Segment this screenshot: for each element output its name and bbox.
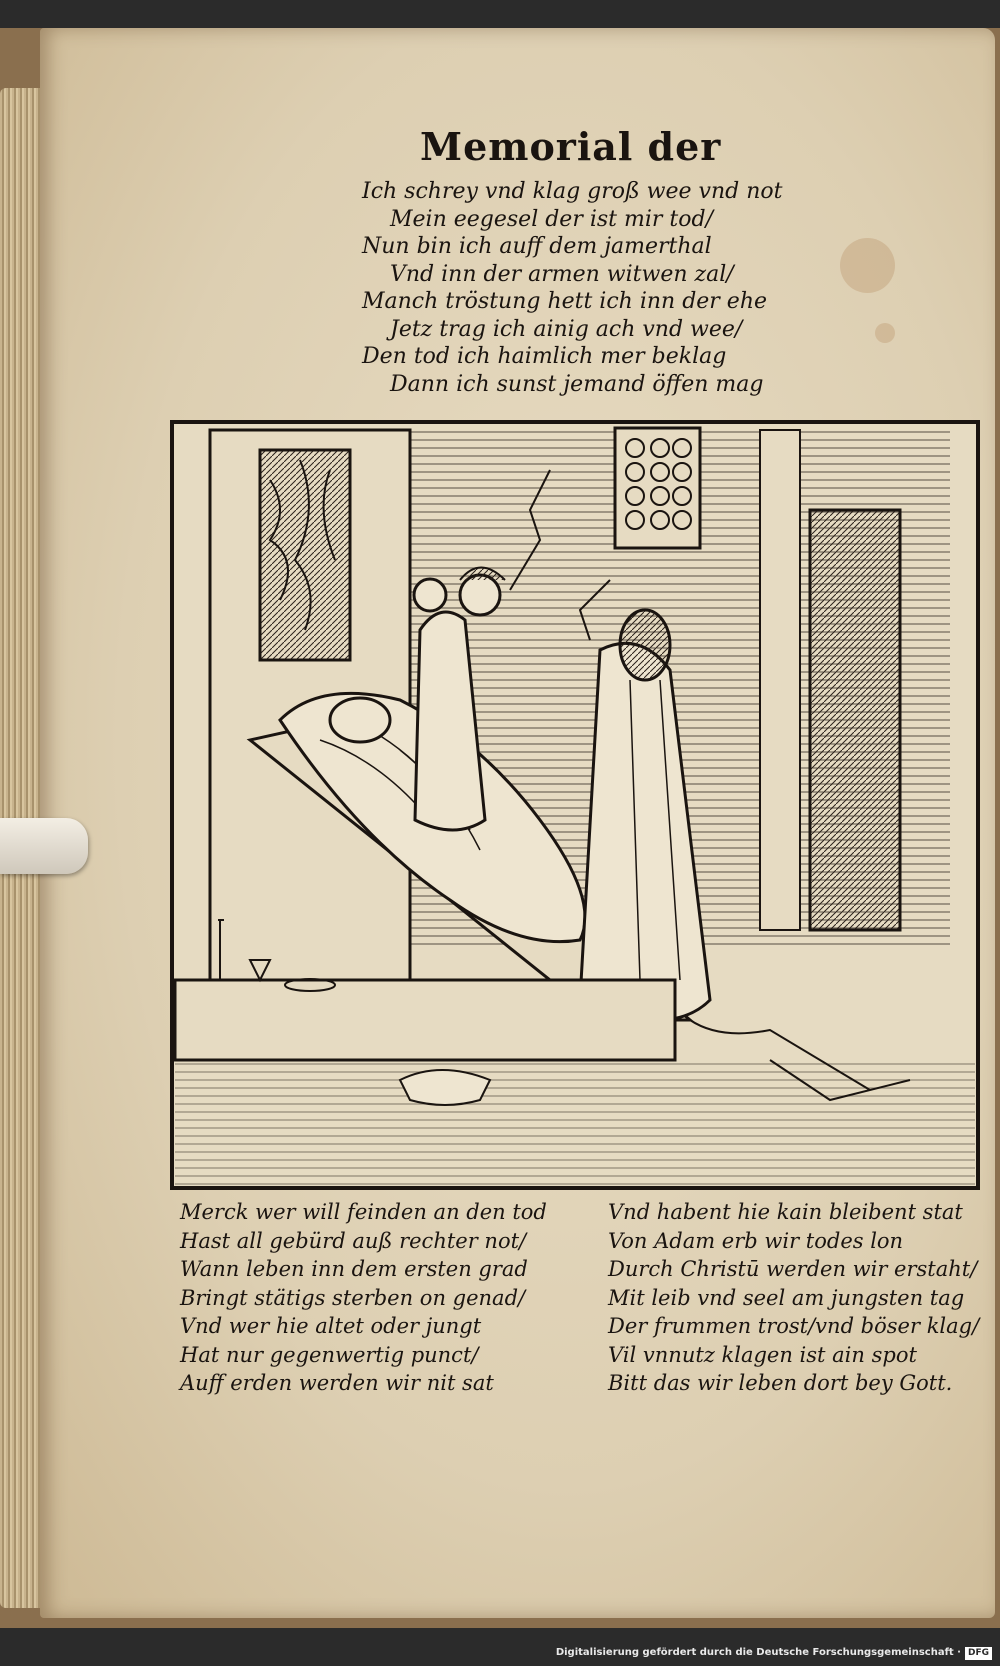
verse-line: Mit leib vnd seel am jungsten tag bbox=[608, 1285, 965, 1310]
verse-line: Manch tröstung hett ich inn der ehe bbox=[362, 289, 768, 314]
verse-line: Wann leben inn dem ersten grad bbox=[180, 1257, 528, 1281]
verse-line: Vnd habent hie kain bleibent stat bbox=[608, 1200, 963, 1224]
verse-line: Mein eegesel der ist mir tod/ bbox=[390, 206, 713, 232]
top-verse bbox=[362, 178, 782, 398]
bookmark-clip bbox=[0, 818, 88, 874]
verse-line: Durch Christū werden wir erstaht/ bbox=[608, 1257, 978, 1281]
verse-line: Den tod ich haimlich mer beklag bbox=[362, 344, 727, 369]
verse-line: Auff erden werden wir nit sat bbox=[180, 1371, 494, 1395]
verse-line: Dann ich sunst jemand öffen mag bbox=[390, 371, 764, 397]
verse-line: Vnd inn der armen witwen zal/ bbox=[390, 261, 734, 287]
page-title: Memorial der bbox=[420, 124, 722, 169]
verse-line: Jetz trag ich ainig ach vnd wee/ bbox=[390, 316, 743, 342]
verse-line: Merck wer will feinden an den tod bbox=[180, 1200, 547, 1224]
digitization-credit bbox=[556, 1644, 992, 1662]
page-stain bbox=[840, 238, 895, 293]
verse-line: Ich schrey vnd klag groß wee vnd not bbox=[362, 179, 783, 204]
verse-line: Hat nur gegenwertig punct/ bbox=[180, 1342, 479, 1367]
woodcut-illustration bbox=[170, 420, 980, 1190]
verse-line: Bringt stätigs sterben on genad/ bbox=[180, 1285, 526, 1310]
verse-line: Vil vnnutz klagen ist ain spot bbox=[608, 1342, 917, 1367]
dfg-logo: DFG bbox=[965, 1647, 992, 1660]
verse-line: Von Adam erb wir todes lon bbox=[608, 1228, 904, 1253]
verse-line: Vnd wer hie altet oder jungt bbox=[180, 1314, 482, 1338]
book bbox=[0, 28, 1000, 1628]
bottom-verse-left bbox=[180, 1198, 547, 1398]
verse-line: Bitt das wir leben dort bey Gott. bbox=[608, 1371, 953, 1395]
bottom-verse-right bbox=[608, 1198, 979, 1398]
verse-line: Der frummen trost/vnd böser klag/ bbox=[608, 1314, 980, 1338]
page-stain bbox=[875, 323, 895, 343]
credit-text: Digitalisierung gefördert durch die Deutsche Forschungsgemeinschaft · bbox=[555, 1647, 961, 1658]
verse-line: Hast all gebürd auß rechter not/ bbox=[180, 1228, 527, 1253]
verse-line: Nun bin ich auff dem jamerthal bbox=[362, 234, 712, 259]
